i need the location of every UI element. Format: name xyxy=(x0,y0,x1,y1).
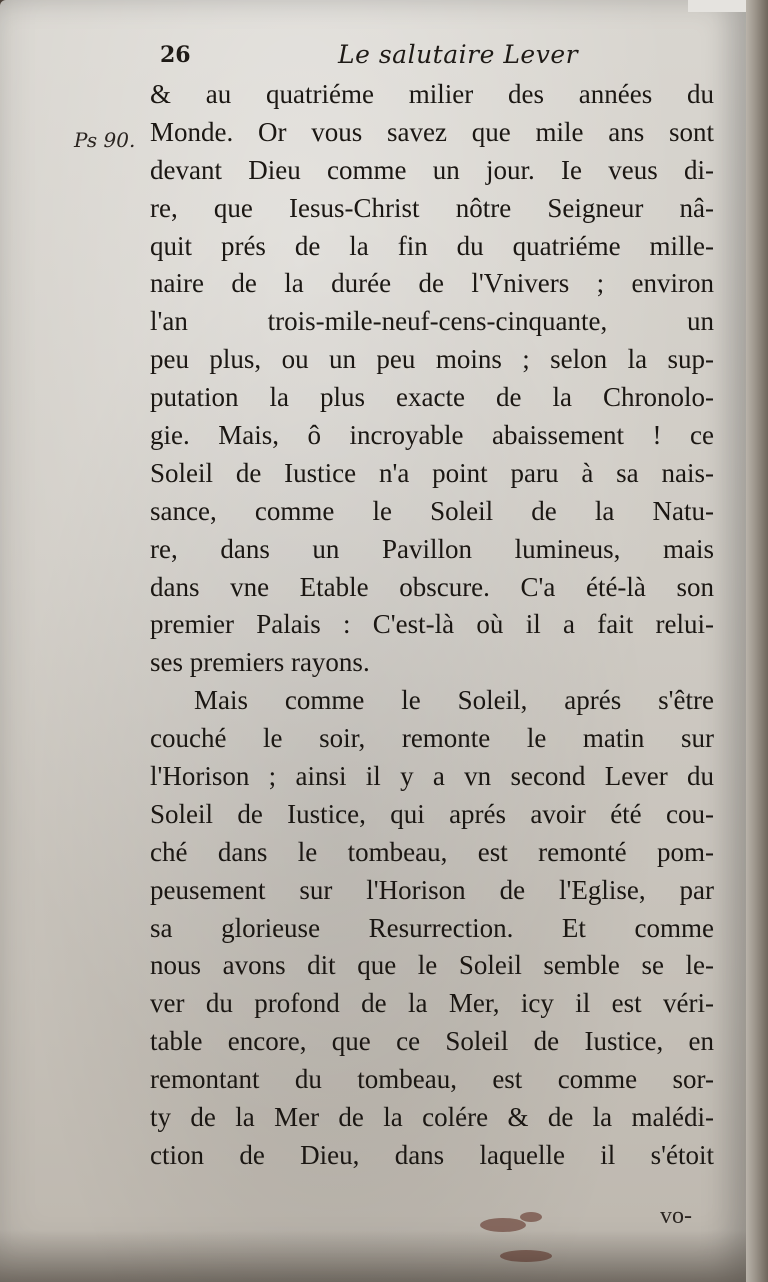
text-line: l'an trois-mile-neuf-cens-cinquante, un xyxy=(150,306,714,337)
text-line: couché le soir, remonte le matin sur xyxy=(150,723,714,754)
text-line: sance, comme le Soleil de la Natu- xyxy=(150,495,714,526)
text-line: quit prés de la fin du quatriéme mille- xyxy=(150,230,714,261)
text-line: gie. Mais, ô incroyable abaissement ! ce xyxy=(150,420,714,451)
text-line: Mais comme le Soleil, aprés s'être xyxy=(194,685,714,716)
text-line: Soleil de Iustice n'a point paru à sa nais- xyxy=(150,457,714,488)
text-line: re, dans un Pavillon lumineus, mais xyxy=(150,533,714,564)
text-line: naire de la durée de l'Vnivers ; environ xyxy=(150,268,714,299)
text-line: putation la plus exacte de la Chronolo- xyxy=(150,382,714,413)
page-shadow xyxy=(0,1230,748,1282)
text-line: table encore, que ce Soleil de Iustice, en xyxy=(150,1026,714,1057)
text-line: ty de la Mer de la colére & de la malédi- xyxy=(150,1102,714,1133)
running-head xyxy=(160,40,720,74)
text-line: Monde. Or vous savez que mile ans sont xyxy=(150,116,714,147)
body-text xyxy=(150,76,714,1175)
text-line: sa glorieuse Resurrection. Et comme xyxy=(150,912,714,943)
text-line: remontant du tombeau, est comme sor- xyxy=(150,1064,714,1095)
text-line: ché dans le tombeau, est remonté pom- xyxy=(150,836,714,867)
margin-note: Ps 90. xyxy=(74,128,136,152)
text-line: devant Dieu comme un jour. Ie veus di- xyxy=(150,154,714,185)
text-line: dans vne Etable obscure. C'a été-là son xyxy=(150,571,714,602)
text-line: Soleil de Iustice, qui aprés avoir été cou- xyxy=(150,798,714,829)
text-line: ction de Dieu, dans laquelle il s'étoit xyxy=(150,1139,714,1170)
text-line: nous avons dit que le Soleil semble se le- xyxy=(150,950,714,981)
text-line: ses premiers rayons. xyxy=(150,647,370,678)
page-number: 26 xyxy=(160,42,191,68)
catchword: vo- xyxy=(660,1203,692,1229)
page-edge xyxy=(746,0,768,1282)
running-title: Le salutaire Lever xyxy=(338,40,579,69)
text-line: l'Horison ; ainsi il y a vn second Lever du xyxy=(150,761,714,792)
text-line: peu plus, ou un peu moins ; selon la sup- xyxy=(150,344,714,375)
page-corner xyxy=(688,0,748,12)
text-line: & au quatriéme milier des années du xyxy=(150,79,714,109)
ink-smudge xyxy=(520,1212,542,1222)
text-line: premier Palais : C'est-là où il a fait relui- xyxy=(150,609,714,640)
text-line: re, que Iesus-Christ nôtre Seigneur nâ- xyxy=(150,192,714,223)
text-line: ver du profond de la Mer, icy il est véri- xyxy=(150,988,714,1019)
text-line: peusement sur l'Horison de l'Eglise, par xyxy=(150,874,714,905)
